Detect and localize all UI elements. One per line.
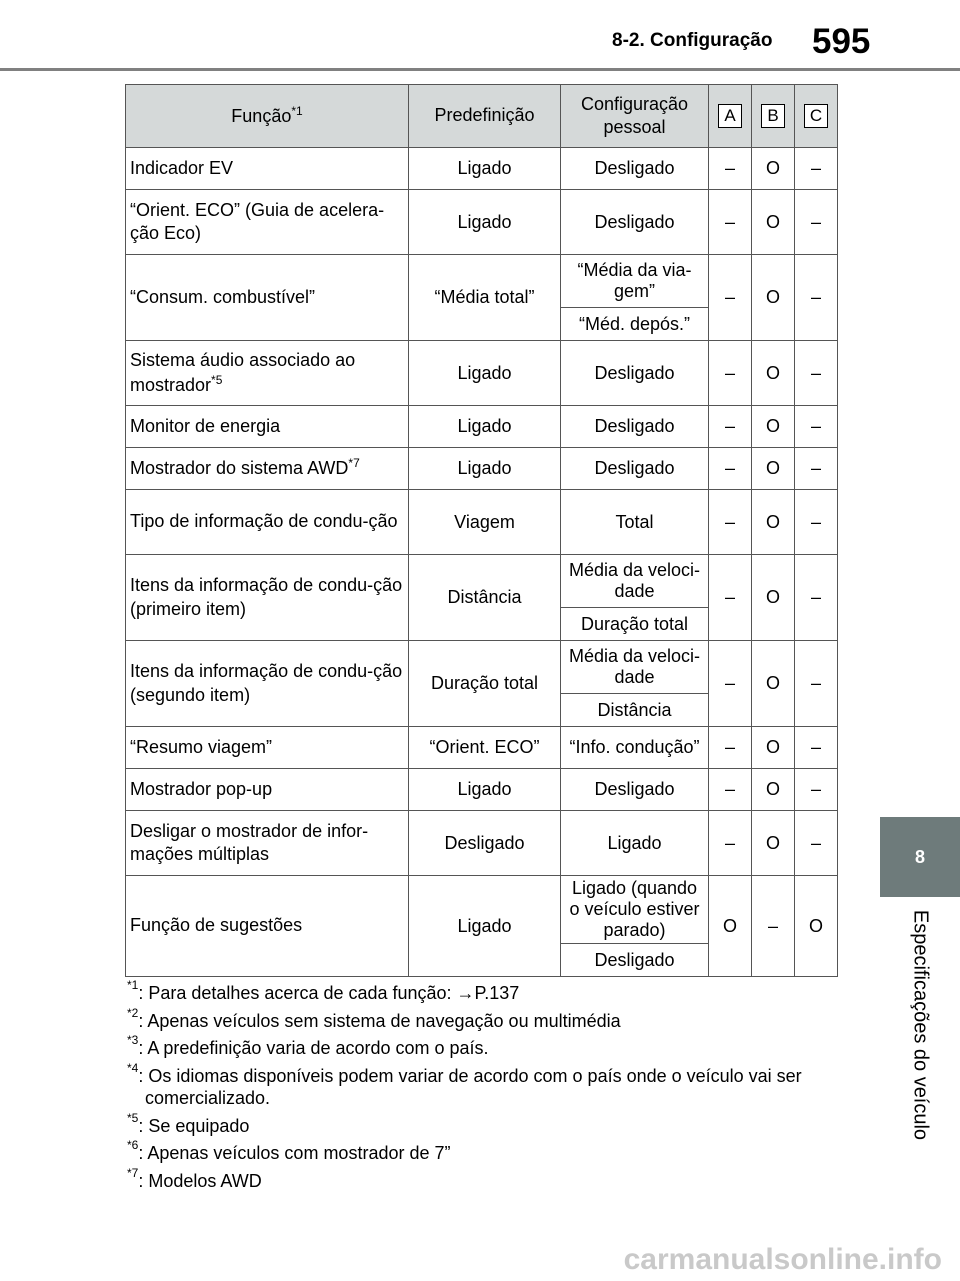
personal-setting-cell: Desligado bbox=[561, 406, 709, 448]
function-cell bbox=[126, 448, 409, 490]
col-a-cell: – bbox=[709, 190, 752, 255]
default-cell: Ligado bbox=[409, 341, 561, 406]
footnote bbox=[127, 1060, 837, 1110]
function-cell bbox=[126, 641, 409, 727]
personal-setting-cell: Desligado bbox=[561, 190, 709, 255]
table-row bbox=[126, 448, 838, 490]
function-cell bbox=[126, 555, 409, 641]
table-header-row bbox=[126, 85, 838, 148]
footnote-text: : Se equipado bbox=[138, 1115, 250, 1136]
function-label: “Orient. ECO” (Guia de acelera-ção Eco) bbox=[130, 199, 385, 243]
function-label: Monitor de energia bbox=[130, 415, 281, 436]
table-row bbox=[126, 190, 838, 255]
section-title: 8-2. Configuração bbox=[612, 30, 773, 51]
header-default: Predefinição bbox=[409, 85, 561, 148]
default-cell: Viagem bbox=[409, 490, 561, 555]
watermark: carmanualsonline.info bbox=[623, 1243, 942, 1276]
table-row bbox=[126, 641, 838, 694]
function-label: Desligar o mostrador de infor-mações múltiplas bbox=[130, 820, 369, 864]
col-c-cell: – bbox=[795, 255, 838, 341]
personal-setting-cell: Desligado bbox=[561, 769, 709, 811]
footnote bbox=[127, 1110, 837, 1138]
col-a-cell: – bbox=[709, 448, 752, 490]
personal-setting-cell: “Média da via-gem” bbox=[561, 255, 709, 308]
table-row bbox=[126, 876, 838, 944]
col-b-cell: – bbox=[752, 876, 795, 977]
chapter-title: Especificações do veículo bbox=[909, 909, 932, 1141]
table-row bbox=[126, 148, 838, 190]
table-row bbox=[126, 555, 838, 608]
function-cell bbox=[126, 490, 409, 555]
footnote bbox=[127, 1005, 837, 1033]
footnote-mark: *7 bbox=[127, 1165, 139, 1180]
page-number: 595 bbox=[812, 22, 871, 61]
header-col-c: C bbox=[795, 85, 838, 148]
col-b-cell: O bbox=[752, 341, 795, 406]
footnote-ref: *5 bbox=[211, 372, 223, 387]
col-a-cell: – bbox=[709, 255, 752, 341]
col-b-cell: O bbox=[752, 406, 795, 448]
col-a-cell: – bbox=[709, 641, 752, 727]
function-cell bbox=[126, 148, 409, 190]
function-cell bbox=[126, 811, 409, 876]
personal-setting-cell: Desligado bbox=[561, 341, 709, 406]
settings-table bbox=[125, 84, 838, 977]
col-c-cell: – bbox=[795, 490, 838, 555]
chapter-tab bbox=[880, 817, 960, 897]
function-cell bbox=[126, 406, 409, 448]
personal-setting-cell: Desligado bbox=[561, 148, 709, 190]
col-c-cell: – bbox=[795, 148, 838, 190]
footnotes bbox=[127, 978, 837, 1197]
default-cell: Distância bbox=[409, 555, 561, 641]
function-label: Tipo de informação de condu-ção bbox=[130, 511, 398, 532]
personal-setting-cell: Ligado bbox=[561, 811, 709, 876]
footnote-ref: *7 bbox=[348, 456, 360, 471]
col-c-cell: – bbox=[795, 555, 838, 641]
col-b-cell: O bbox=[752, 148, 795, 190]
default-cell: Ligado bbox=[409, 448, 561, 490]
table-row bbox=[126, 811, 838, 876]
header-personal-setting: Configuração pessoal bbox=[561, 85, 709, 148]
footnote-text: : Para detalhes acerca de cada função: →P.137 bbox=[138, 983, 520, 1003]
function-cell bbox=[126, 190, 409, 255]
function-label: Indicador EV bbox=[130, 157, 234, 178]
header-function: Função$^{*1}$ bbox=[126, 85, 409, 148]
footnote-mark: *6 bbox=[127, 1138, 139, 1152]
footnote-text: : Apenas veículos sem sistema de navegação ou multimédia bbox=[138, 1010, 621, 1031]
function-label: Função de sugestões bbox=[130, 915, 303, 936]
col-c-cell: – bbox=[795, 727, 838, 769]
table-body bbox=[126, 148, 838, 977]
col-b-cell: O bbox=[752, 769, 795, 811]
personal-setting-cell: Desligado bbox=[561, 448, 709, 490]
personal-setting-cell: Total bbox=[561, 490, 709, 555]
default-cell: “Média total” bbox=[409, 255, 561, 341]
header-divider bbox=[0, 68, 960, 71]
personal-setting-cell: Média da veloci-dade bbox=[561, 555, 709, 608]
function-cell bbox=[126, 876, 409, 977]
personal-setting-cell: Duração total bbox=[561, 608, 709, 641]
col-c-cell: – bbox=[795, 190, 838, 255]
table-row bbox=[126, 341, 838, 406]
function-label: Sistema áudio associado ao mostrador bbox=[130, 350, 356, 395]
table-row bbox=[126, 727, 838, 769]
col-b-cell: O bbox=[752, 255, 795, 341]
function-label: Mostrador pop-up bbox=[130, 778, 273, 799]
footnote bbox=[127, 1033, 837, 1060]
personal-setting-cell: Ligado (quando o veículo estiver parado) bbox=[561, 876, 709, 944]
personal-setting-cell: Desligado bbox=[561, 944, 709, 977]
col-b-cell: O bbox=[752, 727, 795, 769]
col-c-cell: – bbox=[795, 448, 838, 490]
col-a-cell: – bbox=[709, 555, 752, 641]
col-c-cell: – bbox=[795, 406, 838, 448]
table-row bbox=[126, 255, 838, 308]
footnote-text: : Modelos AWD bbox=[138, 1170, 262, 1191]
col-c-cell: – bbox=[795, 641, 838, 727]
col-a-cell: – bbox=[709, 769, 752, 811]
function-label: “Consum. combustível” bbox=[130, 286, 316, 307]
default-cell: Ligado bbox=[409, 148, 561, 190]
footnote-mark: *1 bbox=[127, 978, 139, 992]
chapter-number: 8 bbox=[914, 846, 925, 867]
default-cell: Duração total bbox=[409, 641, 561, 727]
footnote bbox=[127, 978, 837, 1005]
function-label: Itens da informação de condu-ção (segundo item) bbox=[130, 661, 403, 705]
function-label: “Resumo viagem” bbox=[130, 736, 273, 757]
default-cell: Desligado bbox=[409, 811, 561, 876]
col-a-cell: – bbox=[709, 727, 752, 769]
footnote-text: : Apenas veículos com mostrador de 7” bbox=[138, 1143, 451, 1163]
default-cell: “Orient. ECO” bbox=[409, 727, 561, 769]
default-cell: Ligado bbox=[409, 190, 561, 255]
footnote-text: : Os idiomas disponíveis podem variar de acordo com o país onde o veículo vai ser comercializado. bbox=[138, 1065, 802, 1108]
footnote-mark: *5 bbox=[127, 1110, 139, 1125]
col-b-cell: O bbox=[752, 555, 795, 641]
col-a-cell: O bbox=[709, 876, 752, 977]
footnote-mark: *4 bbox=[127, 1060, 139, 1075]
function-cell bbox=[126, 341, 409, 406]
function-label: Mostrador do sistema AWD bbox=[130, 458, 349, 479]
col-c-cell: – bbox=[795, 769, 838, 811]
footnote-mark: *2 bbox=[127, 1005, 139, 1020]
table-row bbox=[126, 406, 838, 448]
function-label: Itens da informação de condu-ção (primeiro item) bbox=[130, 575, 403, 619]
col-c-cell: O bbox=[795, 876, 838, 977]
col-c-cell: – bbox=[795, 811, 838, 876]
default-cell: Ligado bbox=[409, 406, 561, 448]
col-a-cell: – bbox=[709, 148, 752, 190]
table-row bbox=[126, 490, 838, 555]
col-c-cell: – bbox=[795, 341, 838, 406]
col-b-cell: O bbox=[752, 811, 795, 876]
header-col-b: B bbox=[752, 85, 795, 148]
col-b-cell: O bbox=[752, 641, 795, 727]
personal-setting-cell: Distância bbox=[561, 694, 709, 727]
col-a-cell: – bbox=[709, 490, 752, 555]
col-a-cell: – bbox=[709, 341, 752, 406]
personal-setting-cell: “Méd. depós.” bbox=[561, 308, 709, 341]
col-b-cell: O bbox=[752, 190, 795, 255]
col-a-cell: – bbox=[709, 406, 752, 448]
footnote bbox=[127, 1138, 837, 1165]
personal-setting-cell: “Info. condução” bbox=[561, 727, 709, 769]
footnote-mark: *3 bbox=[127, 1033, 139, 1047]
footnote-ref: *1 bbox=[291, 103, 303, 118]
function-cell bbox=[126, 769, 409, 811]
default-cell: Ligado bbox=[409, 876, 561, 977]
col-b-cell: O bbox=[752, 448, 795, 490]
footnote bbox=[127, 1165, 837, 1193]
default-cell: Ligado bbox=[409, 769, 561, 811]
footnote-text: : A predefinição varia de acordo com o país. bbox=[138, 1038, 489, 1058]
function-cell bbox=[126, 255, 409, 341]
col-b-cell: O bbox=[752, 490, 795, 555]
table-row bbox=[126, 769, 838, 811]
function-cell bbox=[126, 727, 409, 769]
col-a-cell: – bbox=[709, 811, 752, 876]
header-col-a: A bbox=[709, 85, 752, 148]
personal-setting-cell: Média da veloci-dade bbox=[561, 641, 709, 694]
